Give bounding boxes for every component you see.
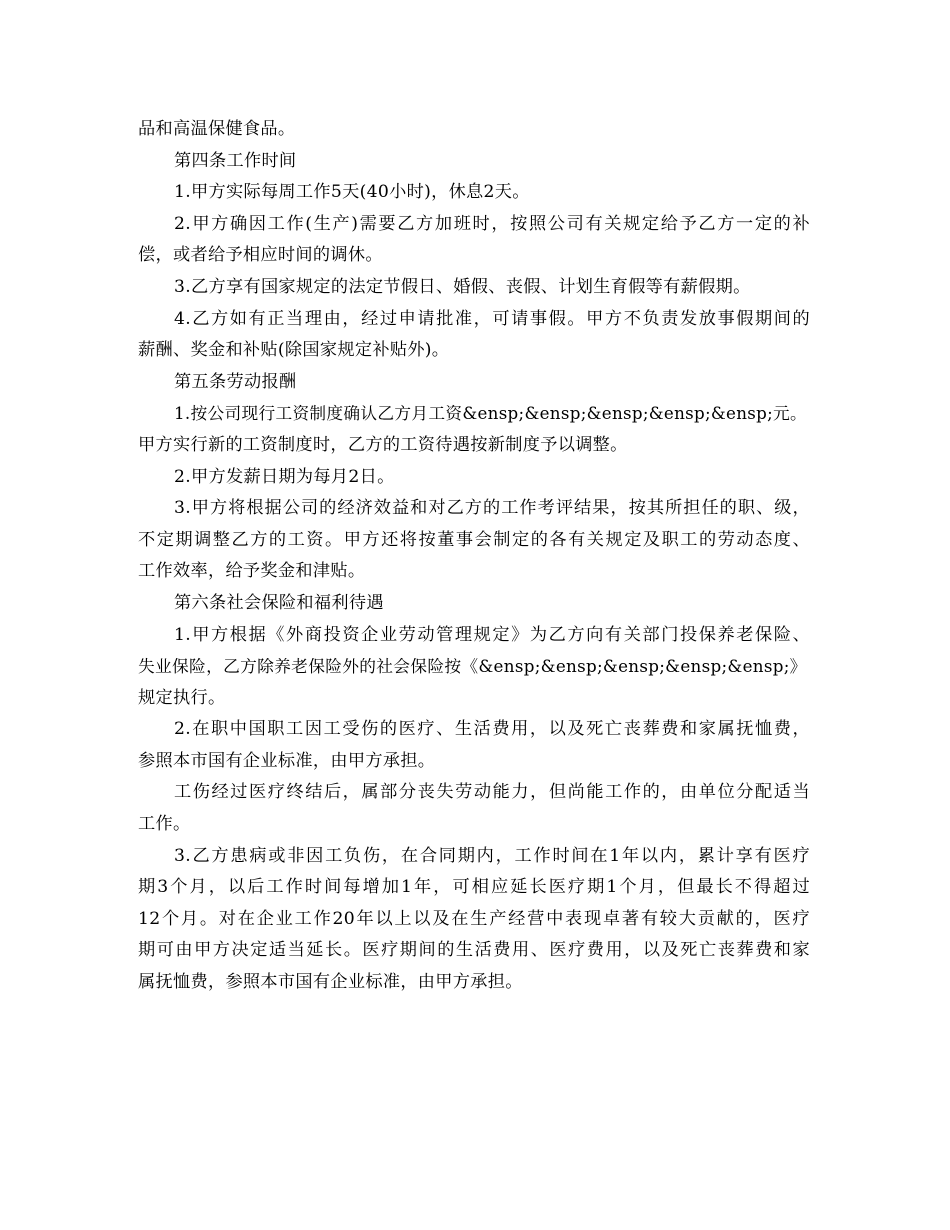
document-line: 2.甲方确因工作(生产)需要乙方加班时，按照公司有关规定给予乙方一定的补 <box>174 213 810 234</box>
document-line: 工伤经过医疗终结后，属部分丧失劳动能力，但尚能工作的，由单位分配适当 <box>174 782 810 803</box>
document-line: 不定期调整乙方的工资。甲方还将按董事会制定的各有关规定及职工的劳动态度、 <box>138 529 810 550</box>
document-line: 工作。 <box>138 814 191 835</box>
document-line: 薪酬、奖金和补贴(除国家规定补贴外)。 <box>138 340 450 361</box>
document-line: 12个月。对在企业工作20年以上以及在生产经营中表现卓著有较大贡献的，医疗 <box>138 908 810 929</box>
document-line: 甲方实行新的工资制度时，乙方的工资待遇按新制度予以调整。 <box>138 434 628 455</box>
document-line: 第四条工作时间 <box>174 150 297 171</box>
document-line: 1.甲方实际每周工作5天(40小时)，休息2天。 <box>174 182 530 203</box>
document-line: 1.甲方根据《外商投资企业劳动管理规定》为乙方向有关部门投保养老保险、 <box>174 624 810 645</box>
document-line: 参照本市国有企业标准，由甲方承担。 <box>138 750 436 771</box>
document-line: 偿，或者给予相应时间的调休。 <box>138 245 383 266</box>
document-line: 期3个月，以后工作时间每增加1年，可相应延长医疗期1个月，但最长不得超过 <box>138 877 810 898</box>
document-line: 第六条社会保险和福利待遇 <box>174 592 384 613</box>
document-line: 工作效率，给予奖金和津贴。 <box>138 561 366 582</box>
document-line: 第五条劳动报酬 <box>174 371 297 392</box>
document-line: 失业保险，乙方除养老保险外的社会保险按《&ensp;&ensp;&ensp;&ensp;&ensp;》 <box>138 656 807 677</box>
document-line: 3.乙方享有国家规定的法定节假日、婚假、丧假、计划生育假等有薪假期。 <box>174 276 751 297</box>
document-line: 属抚恤费，参照本市国有企业标准，由甲方承担。 <box>138 972 523 993</box>
document-line: 3.甲方将根据公司的经济效益和对乙方的工作考评结果，按其所担任的职、级， <box>174 498 810 519</box>
document-line: 期可由甲方决定适当延长。医疗期间的生活费用、医疗费用，以及死亡丧葬费和家 <box>138 940 810 961</box>
document-line: 1.按公司现行工资制度确认乙方月工资&ensp;&ensp;&ensp;&ensp;&ensp;元。 <box>174 403 808 424</box>
document-line: 2.在职中国职工因工受伤的医疗、生活费用，以及死亡丧葬费和家属抚恤费， <box>174 719 810 740</box>
document-line: 2.甲方发薪日期为每月2日。 <box>174 466 395 487</box>
document-line: 规定执行。 <box>138 687 226 708</box>
document-line: 品和高温保健食品。 <box>138 119 296 139</box>
document-page <box>138 114 810 999</box>
document-line: 3.乙方患病或非因工负伤，在合同期内，工作时间在1年以内，累计享有医疗 <box>174 845 810 866</box>
document-line: 4.乙方如有正当理由，经过申请批准，可请事假。甲方不负责发放事假期间的 <box>174 308 810 329</box>
